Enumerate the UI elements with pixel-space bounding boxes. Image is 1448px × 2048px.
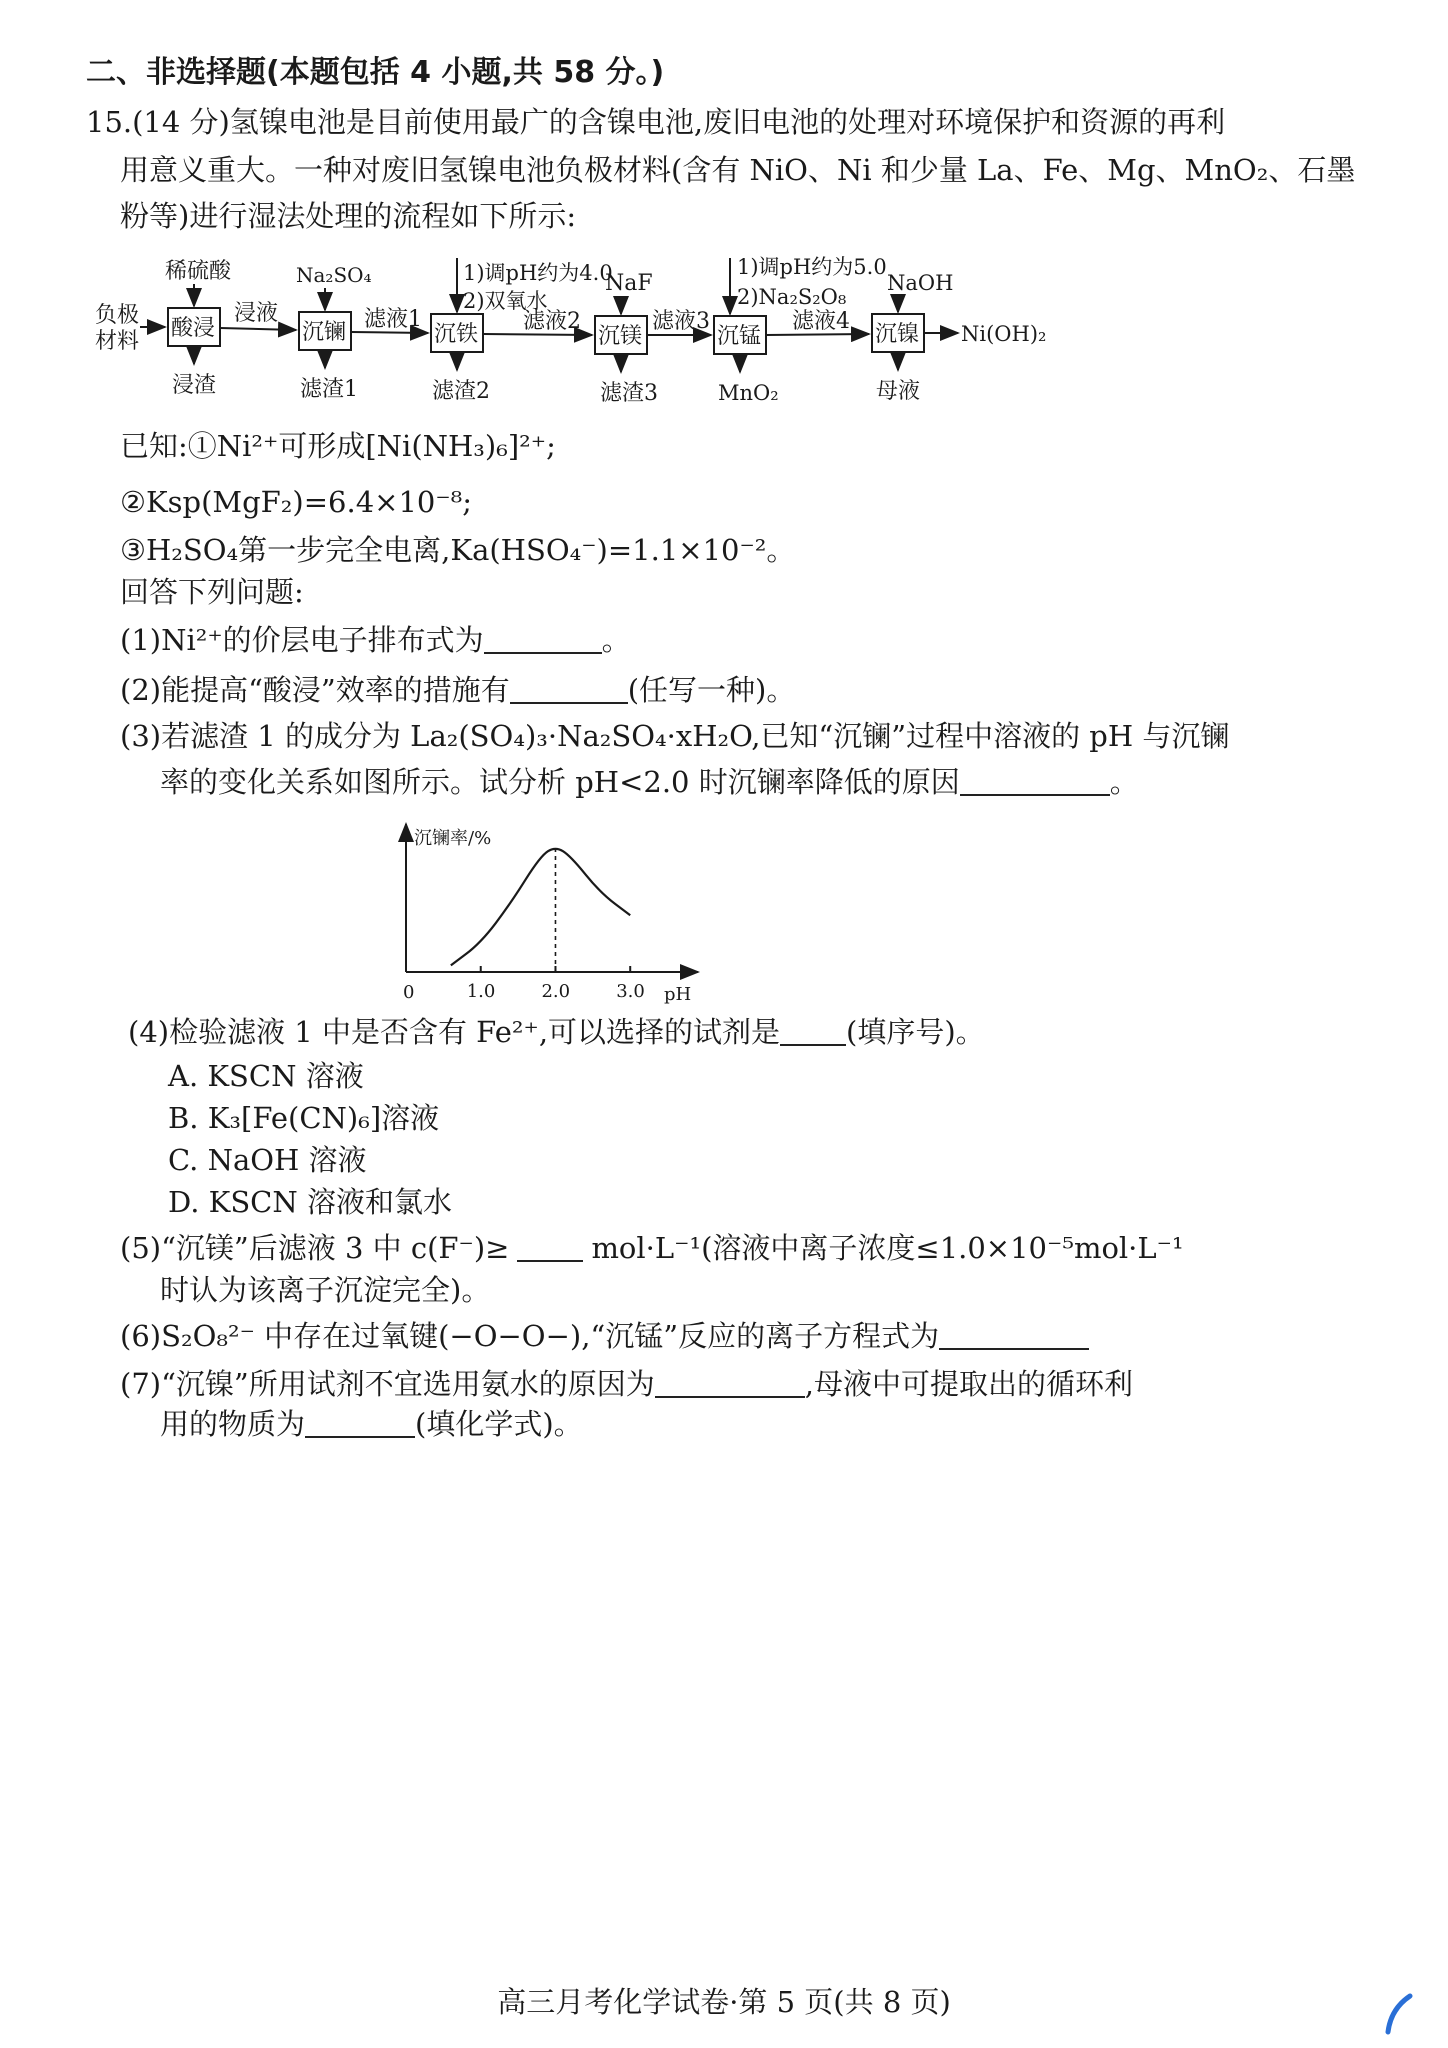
option-c: C. NaOH 溶液 <box>168 1143 367 1177</box>
y-axis-label: 沉镧率/% <box>414 828 492 849</box>
part-7-text: (7)“沉镍”所用试剂不宜选用氨水的原因为 <box>120 1367 655 1401</box>
answer-blank-1[interactable] <box>484 623 602 654</box>
start-label-2: 材料 <box>95 329 140 354</box>
answer-blank-7[interactable] <box>655 1367 805 1398</box>
mn-condition-2: 2)Na₂S₂O₈ <box>737 285 847 309</box>
box-acid-leach-label: 酸浸 <box>171 316 216 341</box>
part-7-line-1 <box>120 1366 1133 1402</box>
output-residue-1: 滤渣1 <box>300 377 358 402</box>
stream-2: 滤液1 <box>364 307 422 332</box>
output-mno2: MnO₂ <box>718 381 779 405</box>
output-leach-residue: 浸渣 <box>172 373 217 398</box>
part-2-end: (任写一种)。 <box>627 673 796 707</box>
answer-prompt: 回答下列问题: <box>120 575 304 609</box>
part-7-text-2: 用的物质为 <box>160 1407 306 1441</box>
part-1-end: 。 <box>601 623 631 657</box>
part-4 <box>128 1014 985 1050</box>
part-2-text: (2)能提高“酸浸”效率的措施有 <box>120 673 510 707</box>
output-residue-2: 滤渣2 <box>432 379 490 404</box>
part-3-text: 率的变化关系如图所示。试分析 pH<2.0 时沉镧率降低的原因 <box>160 765 960 799</box>
origin-label: 0 <box>403 982 415 1003</box>
option-b: B. K₃[Fe(CN)₆]溶液 <box>168 1101 440 1135</box>
answer-blank-3[interactable] <box>960 765 1110 796</box>
answer-blank-5[interactable] <box>517 1231 583 1262</box>
known-1: 已知:①Ni²⁺可形成[Ni(NH₃)₆]²⁺; <box>120 429 556 463</box>
part-5-line-1 <box>120 1230 1184 1266</box>
part-6 <box>120 1318 1089 1354</box>
reagent-naf: NaF <box>605 271 653 296</box>
ph-lanthanum-chart <box>390 818 730 1028</box>
pen-mark-icon <box>1380 1990 1420 2040</box>
answer-blank-6[interactable] <box>939 1319 1089 1350</box>
series-lanthanum-rate <box>451 849 630 965</box>
known-2: ②Ksp(MgF₂)=6.4×10⁻⁸; <box>120 485 473 519</box>
part-4-text: (4)检验滤液 1 中是否含有 Fe²⁺,可以选择的试剂是 <box>128 1015 781 1049</box>
q15-intro-2: 用意义重大。一种对废旧氢镍电池负极材料(含有 NiO、Ni 和少量 La、Fe、Mg、MnO₂、石墨 <box>120 153 1356 187</box>
output-residue-3: 滤渣3 <box>600 381 658 406</box>
part-6-text: (6)S₂O₈²⁻ 中存在过氧键(−O−O−),“沉锰”反应的离子方程式为 <box>120 1319 940 1353</box>
box-fe-precip-label: 沉铁 <box>434 322 479 347</box>
reagent-naoh: NaOH <box>887 271 954 295</box>
option-d: D. KSCN 溶液和氯水 <box>168 1185 452 1219</box>
part-2 <box>120 672 795 708</box>
x-tick-label: 2.0 <box>541 981 571 1002</box>
process-flow-diagram <box>0 250 1448 420</box>
part-3-end: 。 <box>1109 765 1139 799</box>
fe-condition-2: 2)双氧水 <box>463 289 548 313</box>
answer-blank-4[interactable] <box>780 1015 846 1046</box>
x-tick-label: 3.0 <box>616 981 645 1002</box>
x-tick-label: 1.0 <box>466 981 496 1002</box>
box-la-precip-label: 沉镧 <box>302 320 347 345</box>
answer-blank-8[interactable] <box>305 1407 415 1438</box>
stream-3: 滤液2 <box>523 309 581 334</box>
mn-condition-1: 1)调pH约为5.0 <box>737 255 887 279</box>
part-5-text: (5)“沉镁”后滤液 3 中 c(F⁻)≥ <box>120 1231 510 1265</box>
stream-1: 浸液 <box>234 301 279 326</box>
q15-intro-1: 15.(14 分)氢镍电池是目前使用最广的含镍电池,废旧电池的处理对环境保护和资源的再利 <box>86 105 1226 139</box>
section-heading: 二、非选择题(本题包括 4 小题,共 58 分。) <box>86 55 665 90</box>
reagent-na2so4: Na₂SO₄ <box>296 263 372 287</box>
page-footer: 高三月考化学试卷·第 5 页(共 8 页) <box>497 1985 951 2019</box>
box-mn-precip-label: 沉锰 <box>717 324 762 349</box>
part-5-line-2: 时认为该离子沉淀完全)。 <box>160 1273 491 1307</box>
output-mother-liquor: 母液 <box>876 379 921 404</box>
box-ni-precip-label: 沉镍 <box>875 322 920 347</box>
answer-blank-2[interactable] <box>510 673 628 704</box>
reagent-sulfuric-acid: 稀硫酸 <box>165 259 232 284</box>
part-7-end: (填化学式)。 <box>415 1407 583 1441</box>
part-1-text: (1)Ni²⁺的价层电子排布式为 <box>120 623 484 657</box>
x-axis-label: pH <box>664 984 692 1005</box>
part-7-line-2 <box>160 1406 583 1442</box>
start-label-1: 负极 <box>95 303 140 328</box>
option-a: A. KSCN 溶液 <box>168 1059 364 1093</box>
q15-intro-3: 粉等)进行湿法处理的流程如下所示: <box>120 199 577 233</box>
fe-condition-1: 1)调pH约为4.0 <box>463 261 613 285</box>
stream-4: 滤液3 <box>652 309 710 334</box>
part-5-unit: mol·L⁻¹(溶液中离子浓度≤1.0×10⁻⁵mol·L⁻¹ <box>591 1231 1184 1265</box>
box-mg-precip-label: 沉镁 <box>598 324 643 349</box>
part-3-line-1: (3)若滤渣 1 的成分为 La₂(SO₄)₃·Na₂SO₄·xH₂O,已知“沉镧”过程中溶液的 pH 与沉镧 <box>120 719 1230 753</box>
part-4-end: (填序号)。 <box>846 1015 985 1049</box>
part-7-mid: ,母液中可提取出的循环利 <box>804 1367 1133 1401</box>
part-3-line-2 <box>160 764 1139 800</box>
known-3: ③H₂SO₄第一步完全电离,Ka(HSO₄⁻)=1.1×10⁻²。 <box>120 533 796 567</box>
product-label: Ni(OH)₂ <box>961 322 1047 346</box>
part-1 <box>120 622 631 658</box>
stream-5: 滤液4 <box>792 309 850 334</box>
